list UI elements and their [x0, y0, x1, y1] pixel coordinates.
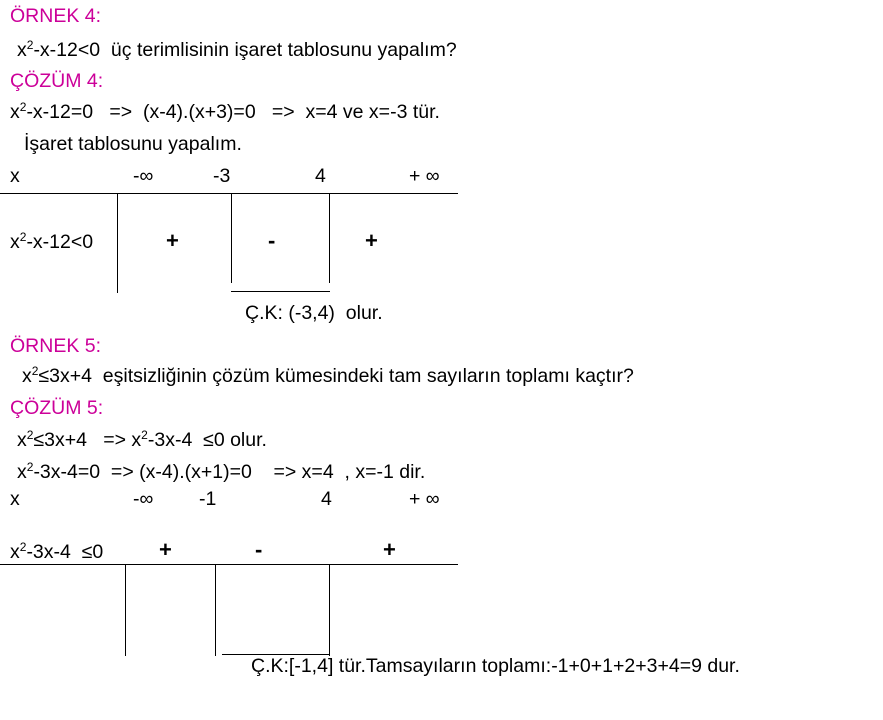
- table-var-label: x: [10, 488, 20, 510]
- solution-4-result: Ç.K: (-3,4) olur.: [245, 302, 383, 324]
- table-var-label: x: [10, 165, 20, 187]
- solution-4-equation: $x^2-x-12=0 => (x-4).(x+3)=0 => x=4$ ve x=-3 tür.: [10, 100, 440, 123]
- table-header-minus-infinity: -∞: [133, 488, 154, 510]
- table-header-root-2: 4: [315, 165, 326, 187]
- exponent: 2: [26, 460, 34, 474]
- sign-positive: +: [383, 537, 396, 562]
- sign-negative: -: [268, 228, 276, 253]
- table-column-divider: [231, 193, 232, 283]
- exponent: 2: [19, 540, 27, 554]
- sign-positive: +: [365, 228, 378, 253]
- table-column-divider: [329, 564, 330, 656]
- solution-4-instruction: İşaret tablosunu yapalım.: [24, 133, 242, 155]
- equation-text: -x-12=0 => (x-4).(x+3)=0 => x=4 ve x=-3 tür.: [26, 101, 440, 123]
- question-text: ≤3x+4 eşitsizliğinin çözüm kümesindeki tam sayıların toplamı kaçtır?: [38, 365, 634, 387]
- exponent: 2: [19, 230, 27, 244]
- exponent: 2: [19, 100, 27, 114]
- equation-text: ≤3x+4 => x: [33, 429, 142, 451]
- equation-text: -3x-4=0 => (x-4).(x+1)=0 => x=4 , x=-1 dir.: [33, 461, 426, 483]
- solution-5-equation-2: $x^2-3x-4=0 => (x-4).(x+1)=0$ => x=4 , x=-1 dir.: [17, 460, 426, 483]
- table-header-divider: [0, 564, 458, 565]
- table-column-divider: [329, 193, 330, 283]
- table-header-plus-infinity: + ∞: [409, 488, 440, 510]
- table-header-plus-infinity: + ∞: [409, 165, 440, 187]
- exponent: 2: [26, 38, 34, 52]
- sign-positive: +: [166, 228, 179, 253]
- table-bottom-line: [231, 291, 330, 292]
- solution-4-heading: ÇÖZÜM 4:: [10, 70, 104, 92]
- example-4-question: $x^2-x-12<0$ üç terimlisinin işaret tablosunu yapalım?: [17, 38, 457, 61]
- table-header-root-2: 4: [321, 488, 332, 510]
- exponent: 2: [141, 428, 148, 442]
- table-column-divider: [215, 564, 216, 656]
- table-column-divider: [125, 564, 126, 656]
- table-header-divider: [0, 193, 458, 194]
- example-5-heading: ÖRNEK 5:: [10, 335, 102, 357]
- sign-positive: +: [159, 537, 172, 562]
- table-header-minus-infinity: -∞: [133, 165, 154, 187]
- solution-5-result: Ç.K:[-1,4] tür.Tamsayıların toplamı:-1+0+1+2+3+4=9 dur.: [251, 655, 740, 677]
- example-5-question: $x^2\le 3x+4$ eşitsizliğinin çözüm kümesindeki tam sayıların toplamı kaçtır?: [22, 364, 634, 387]
- table-header-root-1: -1: [199, 488, 217, 510]
- question-text: -x-12<0 üç terimlisinin işaret tablosunu yapalım?: [33, 39, 457, 61]
- exponent: 2: [26, 428, 34, 442]
- solution-5-heading: ÇÖZÜM 5:: [10, 397, 104, 419]
- equation-text: -3x-4 ≤0 olur.: [147, 429, 267, 451]
- sign-negative: -: [255, 537, 263, 562]
- table-row-label: $x^2-3x-4 \le 0$: [10, 540, 104, 563]
- table-column-divider: [117, 193, 118, 293]
- solution-5-equation-1: $x^2\le 3x+4 => x^2-3x-4 \le 0$ olur.: [17, 428, 267, 451]
- table-header-root-1: -3: [213, 165, 231, 187]
- exponent: 2: [31, 364, 39, 378]
- example-4-heading: ÖRNEK 4:: [10, 5, 102, 27]
- row-expression: -x-12<0: [26, 231, 94, 253]
- row-expression: -3x-4 ≤0: [26, 541, 104, 563]
- table-row-label: $x^2-x-12<0$: [10, 230, 94, 253]
